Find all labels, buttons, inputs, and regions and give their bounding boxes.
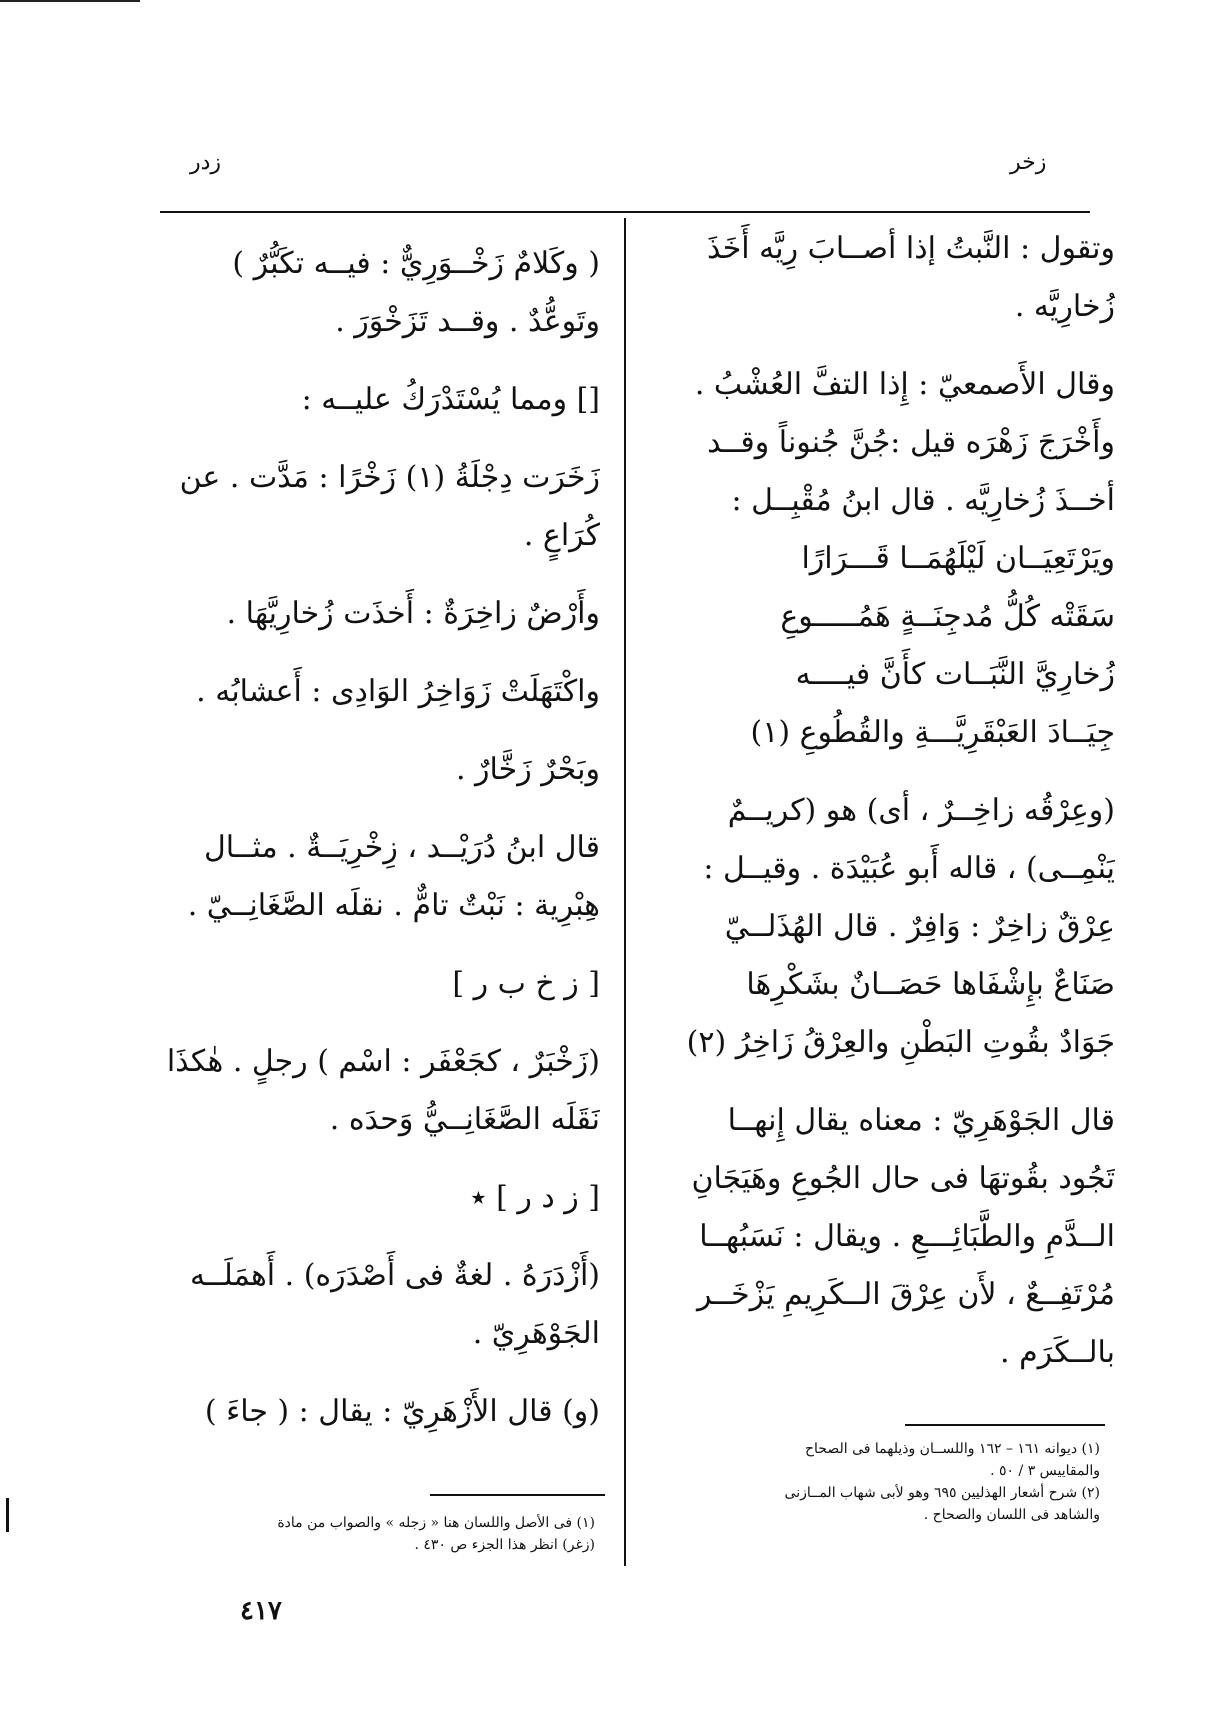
right-column — [660, 220, 1115, 1382]
footnote-line: (زغر) انظر هذا الجزء ص ٤٣٠ . — [414, 1537, 595, 1553]
paragraph-gap — [160, 565, 600, 585]
text-line: قال الجَوْهَرِيّ : معناه يقال إِنهــا — [727, 1103, 1115, 1138]
text-line: يَنْمِــى) ، قاله أَبو عُبَيْدَة . وقيــل : — [703, 851, 1115, 886]
paragraph-gap — [160, 721, 600, 741]
header-rule — [160, 211, 1090, 213]
text-line: ويَرْتَعِيَــان لَيْلَهُمَــا قَـــرَارًا — [801, 541, 1115, 576]
text-line: (زَخْبَرٌ ، كجَعْفَر : اسْم ) رجلٍ . هٰكذَا — [166, 1044, 600, 1079]
text-line: وأَخْرَجَ زَهْرَه قيل :جُنَّ جُنوناً وقــد — [707, 425, 1115, 460]
footnote-line: (١) فى الأصل واللسان هنا « زجله » والصواب من مادة — [277, 1515, 595, 1531]
text-line: صَنَاعٌ بإِشْفَاها حَصَــانٌ بشَكْرِهَا — [746, 967, 1115, 1002]
text-line: وأَرْضٌ زاخِرَةٌ : أَخذَت زُخارِيَّهَا . — [226, 596, 600, 631]
footnote-line: والمقاييس ٣ / ٥٠ . — [990, 1463, 1100, 1479]
paragraph-gap — [660, 762, 1115, 782]
footnote-line: (٢) شرح أشعار الهذليين ٦٩٥ وهو لأبى شهاب المــازنى — [784, 1485, 1100, 1501]
footnote-line: والشاهد فى اللسان والصحاح . — [923, 1507, 1100, 1523]
paragraph-gap — [660, 336, 1115, 356]
text-line: (أَزْدَرَهُ . لغةٌ فى أَصْدَرَه) . أَهمَلَــه — [190, 1258, 600, 1293]
text-line: ( وكَلامٌ زَخْــوَرِيٌّ : فيــه تكَبُّرٌ ) — [232, 246, 600, 281]
paragraph-gap — [160, 799, 600, 819]
paragraph-gap — [160, 1363, 600, 1383]
footnote-line: (١) ديوانه ١٦١ – ١٦٢ واللســان وذيلهما فى الصحاح — [805, 1441, 1100, 1457]
text-line: (وعِرْقُه زاخِــرٌ ، أى) هو (كريــمٌ — [727, 793, 1115, 828]
text-line: مُرْتَفِــعٌ ، لأَن عِرْقَ الــكَرِيمِ يَزْخَــر — [697, 1277, 1115, 1312]
column-divider — [624, 218, 626, 1566]
page-number: ٤١٧ — [240, 1596, 282, 1626]
paragraph-gap — [160, 643, 600, 663]
paragraph-gap — [160, 429, 600, 449]
header-root-right: زخر — [1010, 150, 1047, 175]
margin-mark — [6, 1498, 9, 1532]
paragraph-gap — [160, 1013, 600, 1033]
text-line: زُخارِيَّ النَّبَــات كأَنَّ فيــــه — [795, 657, 1115, 692]
text-line: (و) قال الأَزْهَرِيّ : يقال : ( جاءَ ) — [204, 1394, 600, 1429]
text-line: عِرْقٌ زاخِرٌ : وَافِرٌ . قال الهُذَلــيّ — [724, 909, 1115, 944]
paragraph-gap — [160, 351, 600, 371]
paragraph-gap — [160, 1149, 600, 1169]
text-line: هِبْرِية : نَبْتٌ تامٌّ . نقلَه الصَّغَانِــيّ . — [187, 888, 600, 923]
footnote-rule-right — [905, 1424, 1105, 1426]
text-line: وتقول : النَّبتُ إذا أصــابَ رِيَّه أَخَذَ — [706, 231, 1115, 266]
text-line: [ ز د ر ] ٭ — [470, 1180, 600, 1215]
text-line: وبَحْرٌ زَخَّارٌ . — [455, 752, 600, 787]
footnotes-right — [680, 1438, 1100, 1526]
text-line: زَخَرَت دِجْلَةُ (١) زَخْرًا : مَدَّت . عن — [179, 460, 600, 495]
text-line: وقال الأَصمعيّ : إِذا التفَّ العُشْبُ . — [694, 367, 1115, 402]
header-root-left: زدر — [190, 150, 222, 175]
text-line: نَقَلَه الصَّغَانِــيُّ وَحدَه . — [329, 1102, 600, 1137]
footnotes-left — [175, 1512, 595, 1556]
text-line: واكْتَهَلَتْ زَوَاخِرُ الوَادِى : أَعشابُه . — [196, 674, 600, 709]
text-line: جَوَادٌ بقُوتِ البَطْنِ والعِرْقُ زَاخِرُ (٢) — [686, 1025, 1115, 1060]
text-line: وتَوعُّدٌ . وقــد تَزَخْوَرَ . — [335, 304, 600, 339]
text-line: زُخارِيَّه . — [1014, 289, 1115, 324]
text-line: [ ز خ ب ر ] — [452, 966, 600, 1001]
text-line: كُرَاعٍ . — [523, 518, 600, 553]
paragraph-gap — [660, 1072, 1115, 1092]
text-line: [] ومما يُسْتَدْرَكُ عليــه : — [301, 382, 600, 417]
text-line: تَجُود بقُوتهَا فى حال الجُوعِ وهَيَجَانِ — [691, 1161, 1115, 1196]
text-line: الجَوْهَرِيّ . — [472, 1316, 600, 1351]
scan-corner-line — [0, 0, 140, 2]
text-line: أخــذَ زُخارِيَّه . قال ابنُ مُقْبِــل : — [731, 483, 1115, 518]
text-line: سَقَتْه كُلُّ مُدجِنَــةٍ هَمُـــــوعِ — [780, 599, 1115, 634]
footnote-rule-left — [430, 1494, 605, 1496]
text-line: بالــكَرَم . — [1000, 1335, 1115, 1370]
text-line: قال ابنُ دُرَيْــد ، زِخْرِيَــةٌ . مثــال — [204, 830, 600, 865]
left-column — [160, 235, 600, 1441]
paragraph-gap — [160, 935, 600, 955]
text-line: جِيَــادَ العَبْقَرِيَّـــةِ والقُطُوعِ (١) — [750, 715, 1115, 750]
paragraph-gap — [160, 1227, 600, 1247]
text-line: الــدَّمِ والطَّبَائِـــعِ . ويقال : نَسَبُهــا — [699, 1219, 1115, 1254]
